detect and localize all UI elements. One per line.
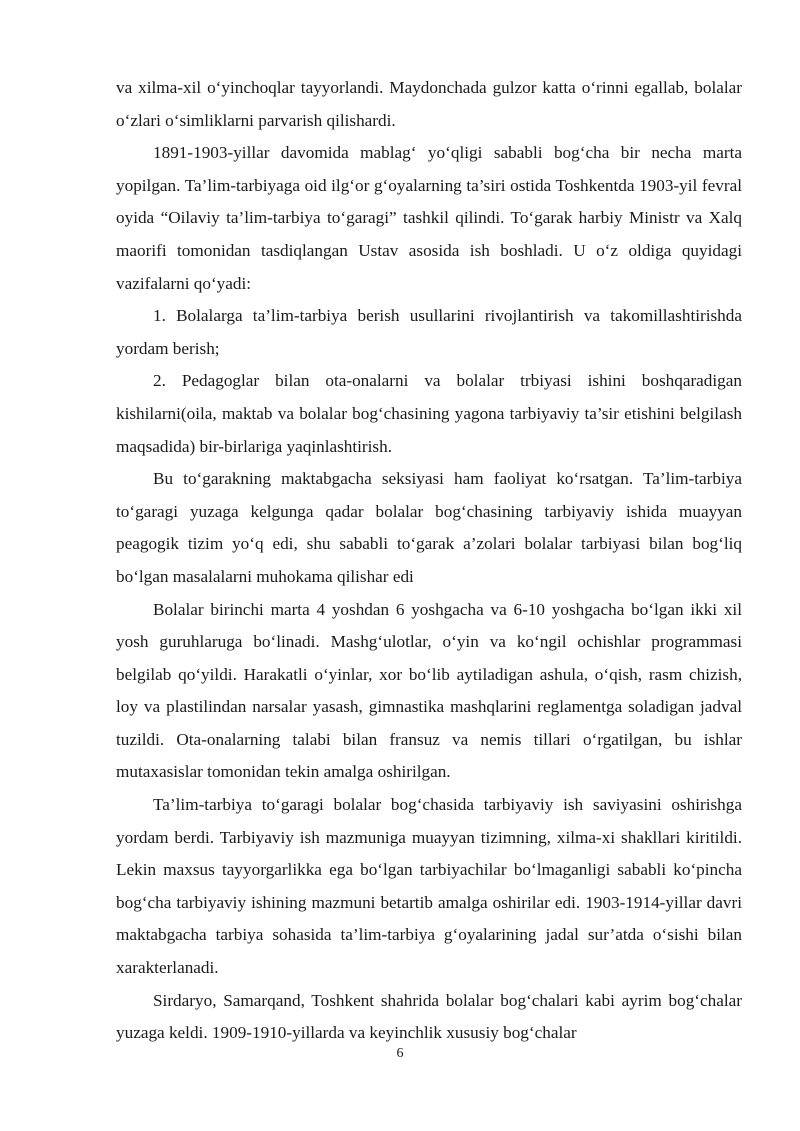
paragraph: va xilma-xil o‘yinchoqlar tayyorlandi. Maydonchada gulzor katta o‘rinni egallab, bolalar o‘zlari o‘simliklarni parvarish qilishardi. [116, 78, 742, 130]
paragraph: Bu to‘garakning maktabgacha seksiyasi ham faoliyat ko‘rsatgan. Ta’lim-tarbiya to‘garagi yuzaga kelgunga qadar bolalar bog‘chasining tarbiyaviy ishida muayyan peagogik tizim yo‘q edi, shu sababli to‘garak a’zolari bolalar tarbiyasi bilan bog‘liq bo‘lgan masalalarni muhokama qilishar edi [116, 469, 742, 586]
paragraph: 1891-1903-yillar davomida mablag‘ yo‘qligi sababli bog‘cha bir necha marta yopilgan. Ta’lim-tarbiyaga oid ilg‘or g‘oyalarning ta’siri ostida Toshkentda 1903-yil fevral oyida “Oilaviy ta’lim-tarbiya to‘garagi” tashkil qilindi. To‘garak harbiy Ministr va Xalq maorifi tomonidan tasdiqlangan Ustav asosida ish boshladi. U o‘z oldiga quyidagi vazifalarni qo‘yadi: [116, 143, 742, 293]
list-item: 1. Bolalarga ta’lim-tarbiya berish usullarini rivojlantirish va takomillashtirishda yordam berish; [116, 306, 742, 358]
paragraph: Ta’lim-tarbiya to‘garagi bolalar bog‘chasida tarbiyaviy ish saviyasini oshirishga yordam berdi. Tarbiyaviy ish mazmuniga muayyan tizimning, xilma-xi shakllari kiritildi. Lekin maxsus tayyorgarlikka ega bo‘lgan tarbiyachilar bo‘lmaganligi sababli ko‘pincha bog‘cha tarbiyaviy ishining mazmuni betartib amalga oshirilar edi. 1903-1914-yillar davri maktabgacha tarbiya sohasida ta’lim-tarbiya g‘oyalarining jadal sur’atda o‘sishi bilan xarakterlanadi. [116, 795, 742, 978]
paragraph: Sirdaryo, Samarqand, Toshkent shahrida bolalar bog‘chalari kabi ayrim bog‘chalar yuzaga keldi. 1909-1910-yillarda va keyinchlik xususiy bog‘chalar [116, 990, 742, 1043]
page-number: 6 [396, 1046, 404, 1061]
paragraph: Bolalar birinchi marta 4 yoshdan 6 yoshgacha va 6-10 yoshgacha bo‘lgan ikki xil yosh guruhlaruga bo‘linadi. Mashg‘ulotlar, o‘yin va ko‘ngil ochishlar programmasi belgilab qo‘yildi. Harakatli o‘yinlar, xor bo‘lib aytiladigan ashula, o‘qish, rasm chizish, loy va plastilindan narsalar yasash, gimnastika mashqlarini reglamentga soladigan jadval tuzildi. Ota-onalarning talabi bilan fransuz va nemis tillari o‘rgatilgan, bu ishlar mutaxasislar tomonidan tekin amalga oshirilgan. [116, 599, 742, 782]
list-item: 2. Pedagoglar bilan ota-onalarni va bolalar trbiyasi ishini boshqaradigan kishilarni(oila, maktab va bolalar bog‘chasining yagona tarbiyaviy ta’sir etishini belgilash maqsadida) bir-birlariga yaqinlashtirish. [116, 371, 742, 456]
body-text [116, 72, 742, 1050]
